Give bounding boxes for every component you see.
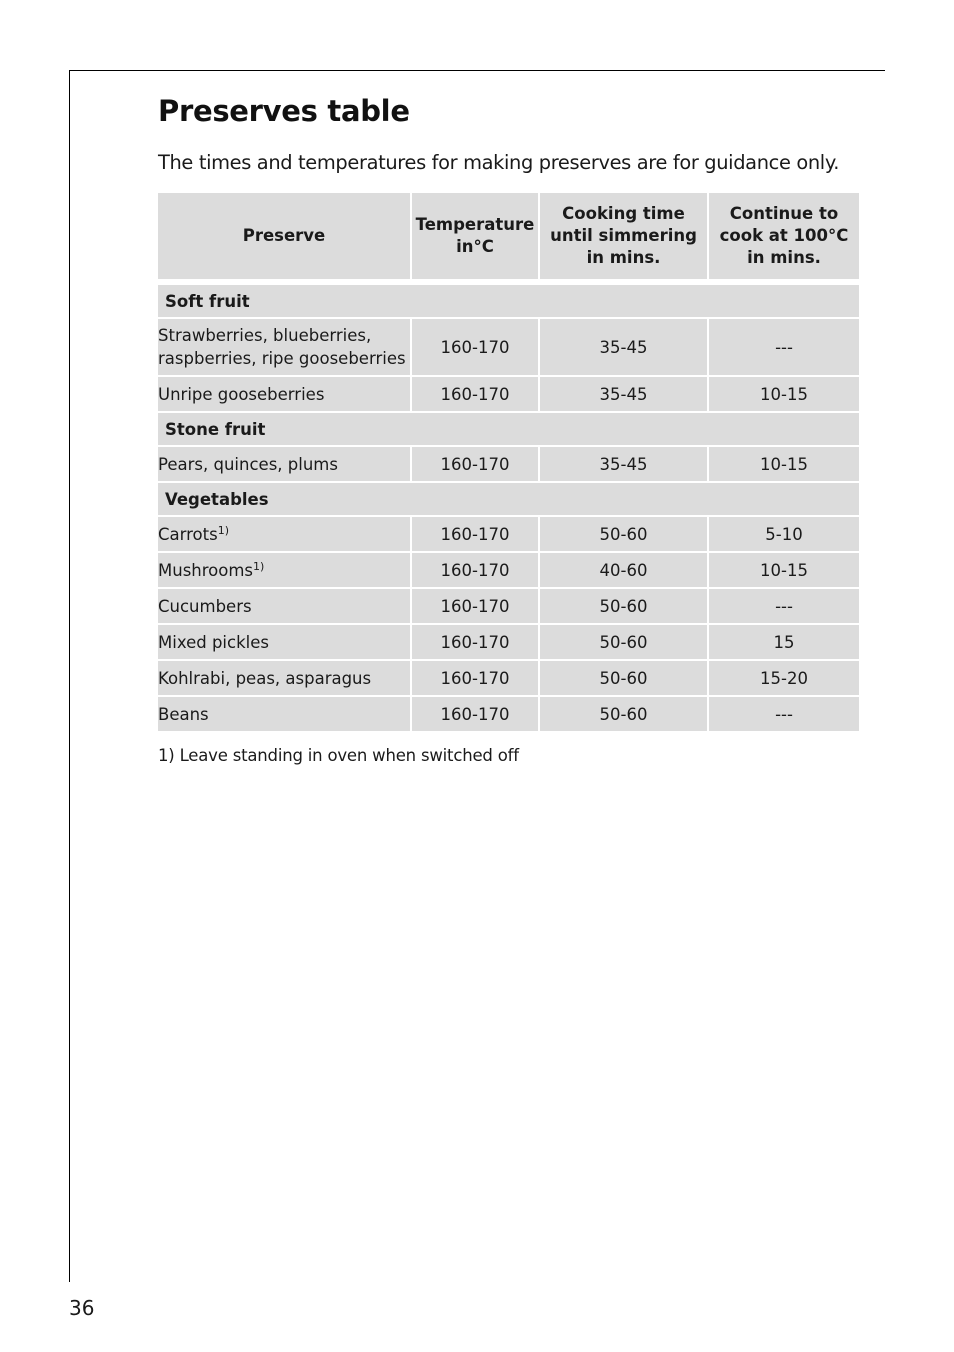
section-label: Soft fruit (158, 285, 859, 319)
cooking-time-cell: 50-60 (540, 697, 709, 733)
cooking-time-cell: 50-60 (540, 517, 709, 553)
section-row-stone-fruit (158, 413, 859, 447)
continue-time-cell: --- (709, 589, 859, 625)
cooking-time-cell: 50-60 (540, 661, 709, 697)
continue-time-cell: 15-20 (709, 661, 859, 697)
section-label: Stone fruit (158, 413, 859, 447)
temperature-cell: 160-170 (412, 625, 540, 661)
cooking-time-cell: 50-60 (540, 625, 709, 661)
continue-time-cell: 5-10 (709, 517, 859, 553)
header-cooking-time: Cooking time until simmering in mins. (540, 193, 709, 285)
continue-time-cell: 10-15 (709, 377, 859, 413)
preserves-table (158, 193, 859, 733)
continue-time-cell: --- (709, 697, 859, 733)
preserve-name: Cucumbers (158, 589, 412, 625)
table-header-row (158, 193, 859, 285)
table-row (158, 625, 859, 661)
header-temperature: Temperature in°C (412, 193, 540, 285)
header-preserve: Preserve (158, 193, 412, 285)
temperature-cell: 160-170 (412, 377, 540, 413)
header-continue-cooking: Continue to cook at 100°C in mins. (709, 193, 859, 285)
temperature-cell: 160-170 (412, 553, 540, 589)
table-row (158, 553, 859, 589)
preserve-name: Mixed pickles (158, 625, 412, 661)
intro-text: The times and temperatures for making preserves are for guidance only. (158, 151, 840, 174)
preserve-name: Carrots$^{1)}$ (158, 517, 412, 553)
preserve-name: Unripe gooseberries (158, 377, 412, 413)
preserve-name: Strawberries, blueberries, raspberries, ripe gooseberries (158, 319, 412, 377)
section-row-vegetables (158, 483, 859, 517)
section-row-soft-fruit (158, 285, 859, 319)
preserve-name: Mushrooms$^{1)}$ (158, 553, 412, 589)
cooking-time-cell: 35-45 (540, 447, 709, 483)
table-row (158, 589, 859, 625)
temperature-cell: 160-170 (412, 517, 540, 553)
preserve-name: Beans (158, 697, 412, 733)
page-title: Preserves table (158, 94, 410, 128)
table-row (158, 447, 859, 483)
table-row (158, 697, 859, 733)
table-row (158, 319, 859, 377)
footnote-marker: 1) (253, 559, 265, 573)
cooking-time-cell: 50-60 (540, 589, 709, 625)
footnote-marker: 1) (217, 523, 230, 537)
continue-time-cell: --- (709, 319, 859, 377)
preserve-name: Pears, quinces, plums (158, 447, 412, 483)
temperature-cell: 160-170 (412, 697, 540, 733)
footnote: 1) Leave standing in oven when switched off (158, 746, 519, 765)
table-row (158, 661, 859, 697)
table-row (158, 377, 859, 413)
cooking-time-cell: 35-45 (540, 319, 709, 377)
cooking-time-cell: 35-45 (540, 377, 709, 413)
preserve-name: Kohlrabi, peas, asparagus (158, 661, 412, 697)
temperature-cell: 160-170 (412, 661, 540, 697)
continue-time-cell: 10-15 (709, 447, 859, 483)
table-row (158, 517, 859, 553)
cooking-time-cell: 40-60 (540, 553, 709, 589)
temperature-cell: 160-170 (412, 319, 540, 377)
temperature-cell: 160-170 (412, 589, 540, 625)
continue-time-cell: 15 (709, 625, 859, 661)
continue-time-cell: 10-15 (709, 553, 859, 589)
temperature-cell: 160-170 (412, 447, 540, 483)
page-number: 36 (69, 1296, 95, 1320)
left-rule (69, 70, 70, 1282)
section-label: Vegetables (158, 483, 859, 517)
top-rule (69, 70, 885, 71)
